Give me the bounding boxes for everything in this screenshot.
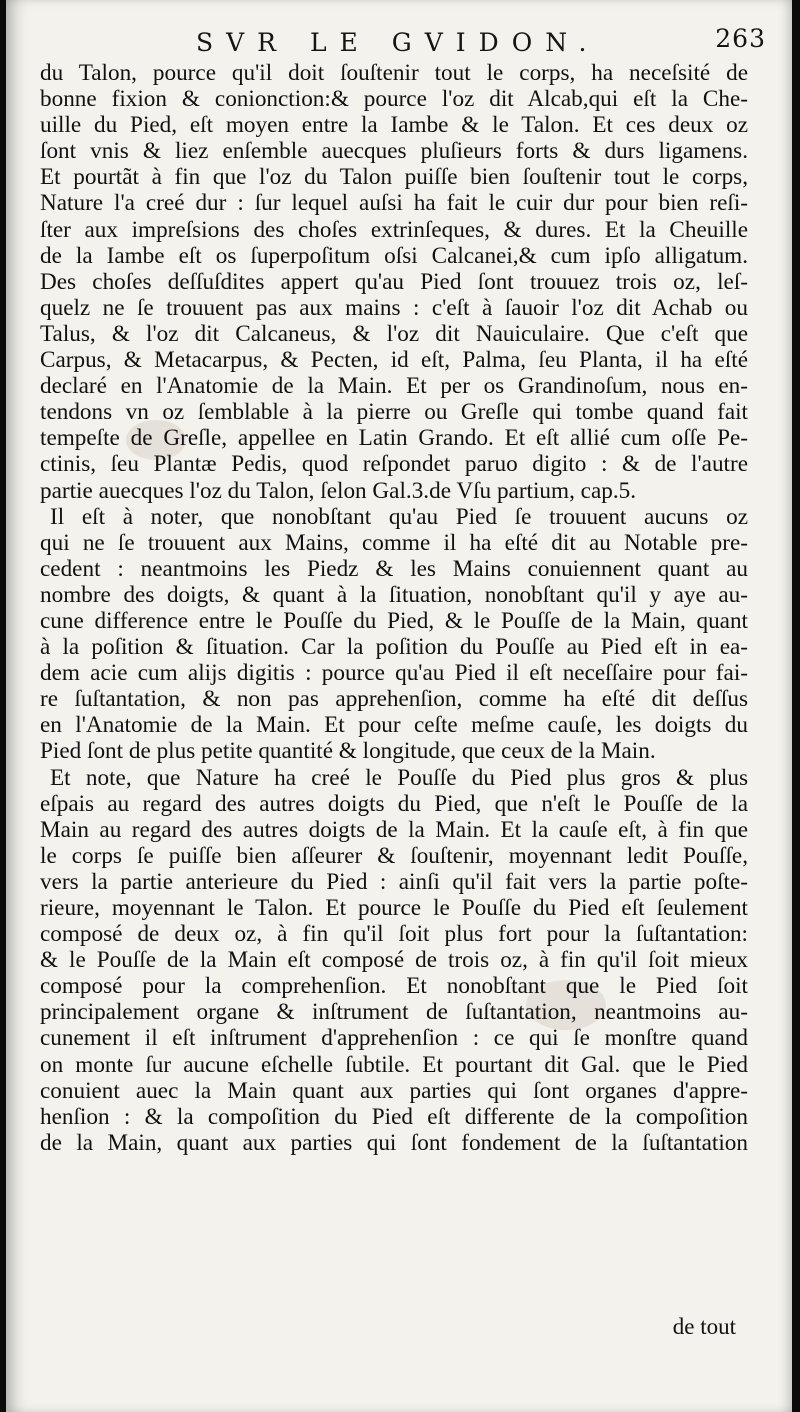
text-line: composé pour la comprehenſion. Et nonobſtant que le Pied ſoit (40, 973, 748, 1000)
text-line: en l'Anatomie de la Main. Et pour ceſte meſme cauſe, les doigts du (40, 712, 748, 739)
text-line: Pied ſont de plus petite quantité & longitude, que ceux de la Main. (40, 738, 656, 765)
text-line: le corps ſe puiſſe bien aſſeurer & ſouſtenir, moyennant ledit Pouſſe, (40, 842, 748, 869)
text-line: rieure, moyennant le Talon. Et pource le Pouſſe du Pied eſt ſeulement (40, 895, 748, 921)
text-line: à la poſition & ſituation. Car la poſition du Pouſſe au Pied eſt in ea- (40, 634, 748, 661)
text-line: eſpais au regard des autres doigts du Pied, que n'eſt le Pouſſe de la (40, 790, 748, 817)
text-line: cunement il eſt inſtrument d'apprehenſion : ce qui ſe monſtre quand (40, 1025, 748, 1052)
page-header (6, 24, 792, 60)
text-line: qui ne ſe trouuent aux Mains, comme il ha eſté dit au Notable pre- (40, 529, 748, 556)
text-line: cune difference entre le Pouſſe du Pied, & le Pouſſe de la Main, quant (40, 607, 748, 634)
text-line: du Talon, pource qu'il doit ſouſtenir tout le corps, ha neceſsité de (40, 60, 748, 86)
running-title: SVR LE GVIDON. (196, 28, 600, 57)
text-line: de la Iambe eſt os ſuperpoſitum oſsi Calcanei,& cum ipſo alligatum. (40, 242, 748, 269)
text-line: vers la partie anterieure du Pied : ainſi qu'il fait vers la partie poſte- (40, 868, 748, 895)
text-line: ſter aux impreſsions des choſes extrinſeques, & dures. Et la Cheuille (40, 216, 748, 243)
text-line: re ſuſtantation, & non pas apprehenſion, comme ha eſté dit deſſus (40, 686, 748, 713)
text-line: partie auecques l'oz du Talon, ſelon Gal.3.de Vſu partium, cap.5. (40, 477, 637, 504)
text-line: conuient auec la Main quant aux parties qui ſont organes d'appre- (40, 1077, 748, 1104)
text-line: tempeſte de Greſle, appellee en Latin Grando. Et eſt allié cum oſſe Pe- (40, 425, 748, 452)
text-line: tendons vn oz ſemblable à la pierre ou Greſle qui tombe quand fait (40, 399, 748, 426)
text-line: Il eſt à noter, que nonobſtant qu'au Pied ſe trouuent aucuns oz (50, 503, 748, 530)
text-line: ctinis, ſeu Plantæ Pedis, quod reſpondet paruo digito : & de l'autre (40, 451, 748, 478)
text-line: on monte ſur aucune eſchelle ſubtile. Et pourtant dit Gal. que le Pied (40, 1051, 748, 1078)
text-line: Et pourtãt à fin que l'oz du Talon puiſſe bien ſouſtenir tout le corps, (40, 164, 748, 191)
text-line: declaré en l'Anatomie de la Main. Et per os Grandinoſum, nous en- (40, 373, 748, 400)
text-line: nombre des doigts, & quant à la ſituation, nonobſtant qu'il y aye au- (40, 581, 748, 608)
text-line: bonne fixion & conionction:& pource l'oz dit Alcab,qui eſt la Che- (40, 86, 748, 113)
catchword: de tout (672, 1314, 736, 1339)
text-line: Carpus, & Metacarpus, & Pecten, id eſt, Palma, ſeu Planta, il ha eſté (40, 347, 748, 374)
text-line: & le Pouſſe de la Main eſt composé de trois oz, à fin qu'il ſoit mieux (40, 947, 748, 974)
text-line: principalement organe & inſtrument de ſuſtantation, neantmoins au- (40, 999, 748, 1026)
text-line: ſont vnis & liez enſemble auecques pluſieurs forts & durs ligamens. (40, 138, 748, 165)
text-line: Nature l'a creé dur : ſur lequel auſsi ha fait le cuir dur pour bien reſi- (40, 190, 748, 217)
text-line: dem acie cum alijs digitis : pource qu'au Pied il eſt neceſſaire pour fai- (40, 660, 748, 687)
book-page (6, 0, 792, 1412)
text-line: uille du Pied, eſt moyen entre la Iambe & le Talon. Et ces deux oz (40, 112, 748, 139)
text-line: Des choſes deſſuſdites appert qu'au Pied ſont trouuez trois oz, leſ- (40, 268, 748, 295)
text-line: de la Main, quant aux parties qui ſont fondement de la ſuſtantation (40, 1129, 748, 1156)
text-line: cedent : neantmoins les Piedz & les Mains conuiennent quant au (40, 555, 748, 582)
text-line: Et note, que Nature ha creé le Pouſſe du Pied plus gros & plus (50, 764, 748, 791)
text-line: henſion : & la compoſition du Pied eſt differente de la compoſition (40, 1103, 748, 1130)
text-line: quelz ne ſe trouuent pas aux mains : c'eſt à ſauoir l'oz dit Achab ou (40, 294, 748, 321)
page-number: 263 (715, 24, 766, 53)
text-line: composé de deux oz, à fin qu'il ſoit plus fort pour la ſuſtantation: (40, 921, 748, 948)
text-line: Talus, & l'oz dit Calcaneus, & l'oz dit Nauiculaire. Que c'eſt que (40, 320, 748, 347)
text-line: Main au regard des autres doigts de la Main. Et la cauſe eſt, à fin que (40, 816, 748, 843)
body-text (40, 60, 748, 1156)
